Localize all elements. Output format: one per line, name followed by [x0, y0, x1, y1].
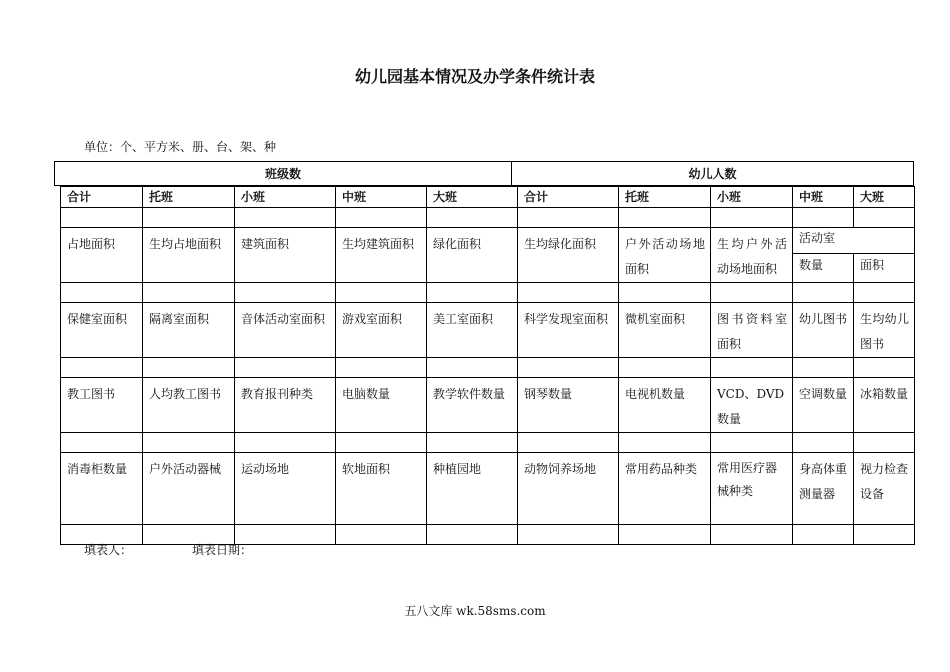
input-cell[interactable] [235, 358, 336, 378]
table-cell: 大班 [854, 187, 915, 208]
input-cell[interactable] [793, 525, 854, 545]
form-footer [84, 541, 312, 558]
input-cell[interactable] [518, 358, 619, 378]
table-row [61, 433, 915, 453]
input-cell[interactable] [427, 525, 518, 545]
table-row [61, 187, 915, 208]
table-cell: 建筑面积 [235, 228, 336, 283]
input-cell[interactable] [235, 433, 336, 453]
input-cell[interactable] [793, 358, 854, 378]
table-cell: 占地面积 [61, 228, 143, 283]
table-cell: 隔离室面积 [143, 303, 235, 358]
table-cell: 电视机数量 [619, 378, 711, 433]
table-cell: 美工室面积 [427, 303, 518, 358]
table-cell: 生均幼儿图书 [854, 303, 915, 358]
table-cell: 保健室面积 [61, 303, 143, 358]
table-cell: 生均占地面积 [143, 228, 235, 283]
input-cell[interactable] [619, 433, 711, 453]
input-cell[interactable] [854, 283, 915, 303]
input-cell[interactable] [336, 433, 427, 453]
table-cell: 数量 [793, 254, 854, 283]
table-cell: 运动场地 [235, 453, 336, 525]
table-cell: 教学软件数量 [427, 378, 518, 433]
table-row [61, 283, 915, 303]
table-row [61, 358, 915, 378]
table-cell: 冰箱数量 [854, 378, 915, 433]
table-cell: 绿化面积 [427, 228, 518, 283]
table-cell: 合计 [518, 187, 619, 208]
table-cell: 游戏室面积 [336, 303, 427, 358]
table-cell: 户外活动场地面积 [619, 228, 711, 283]
input-cell[interactable] [61, 358, 143, 378]
input-cell[interactable] [711, 525, 793, 545]
input-cell[interactable] [427, 283, 518, 303]
input-cell[interactable] [143, 283, 235, 303]
input-cell[interactable] [427, 358, 518, 378]
header-table [54, 161, 914, 186]
input-cell[interactable] [854, 358, 915, 378]
unit-note: 单位：个、平方米、册、台、架、种 [84, 140, 277, 154]
table-cell: VCD、DVD数量 [711, 378, 793, 433]
table-cell: 幼儿图书 [793, 303, 854, 358]
input-cell[interactable] [336, 283, 427, 303]
input-cell[interactable] [711, 433, 793, 453]
input-cell[interactable] [793, 283, 854, 303]
input-cell[interactable] [336, 208, 427, 228]
input-cell[interactable] [711, 208, 793, 228]
watermark: 五八文库 wk.58sms.com [404, 604, 546, 618]
table-cell: 人均教工图书 [143, 378, 235, 433]
header-children: 幼儿人数 [512, 162, 914, 186]
input-cell[interactable] [619, 358, 711, 378]
table-cell: 音体活动室面积 [235, 303, 336, 358]
table-cell: 常用医疗器械种类 [711, 453, 793, 525]
input-cell[interactable] [619, 525, 711, 545]
table-cell: 图书资料室面积 [711, 303, 793, 358]
table-cell: 身高体重测量器 [793, 453, 854, 525]
table-row [61, 378, 915, 433]
page-title: 幼儿园基本情况及办学条件统计表 [354, 67, 595, 86]
input-cell[interactable] [235, 283, 336, 303]
input-cell[interactable] [61, 433, 143, 453]
input-cell[interactable] [854, 208, 915, 228]
table-cell: 科学发现室面积 [518, 303, 619, 358]
table-cell: 教育报刊种类 [235, 378, 336, 433]
input-cell[interactable] [336, 358, 427, 378]
input-cell[interactable] [711, 283, 793, 303]
table-cell: 教工图书 [61, 378, 143, 433]
input-cell[interactable] [854, 433, 915, 453]
input-cell[interactable] [518, 525, 619, 545]
input-cell[interactable] [793, 433, 854, 453]
table-cell: 中班 [336, 187, 427, 208]
input-cell[interactable] [61, 283, 143, 303]
table-cell: 中班 [793, 187, 854, 208]
table-cell: 生均建筑面积 [336, 228, 427, 283]
input-cell[interactable] [143, 208, 235, 228]
input-cell[interactable] [711, 358, 793, 378]
input-cell[interactable] [143, 433, 235, 453]
stats-table [60, 186, 915, 545]
header-classes: 班级数 [55, 162, 512, 186]
table-cell: 微机室面积 [619, 303, 711, 358]
table-cell: 托班 [143, 187, 235, 208]
table-cell: 动物饲养场地 [518, 453, 619, 525]
table-cell: 生均绿化面积 [518, 228, 619, 283]
table-cell: 空调数量 [793, 378, 854, 433]
table-cell: 消毒柜数量 [61, 453, 143, 525]
table-cell: 生均户外活动场地面积 [711, 228, 793, 283]
table-cell: 电脑数量 [336, 378, 427, 433]
table-cell: 软地面积 [336, 453, 427, 525]
table-cell: 视力检查设备 [854, 453, 915, 525]
table-cell: 托班 [619, 187, 711, 208]
table-cell: 小班 [235, 187, 336, 208]
date-label: 填表日期： [192, 543, 253, 557]
input-cell[interactable] [427, 433, 518, 453]
input-cell[interactable] [518, 433, 619, 453]
table-cell: 面积 [854, 254, 915, 283]
input-cell[interactable] [619, 283, 711, 303]
input-cell[interactable] [336, 525, 427, 545]
input-cell[interactable] [427, 208, 518, 228]
input-cell[interactable] [235, 208, 336, 228]
input-cell[interactable] [518, 283, 619, 303]
table-cell: 种植园地 [427, 453, 518, 525]
table-cell: 常用药品种类 [619, 453, 711, 525]
input-cell[interactable] [143, 358, 235, 378]
table-row [61, 453, 915, 525]
input-cell[interactable] [518, 208, 619, 228]
table-row [61, 208, 915, 228]
input-cell[interactable] [61, 208, 143, 228]
table-cell: 合计 [61, 187, 143, 208]
input-cell[interactable] [793, 208, 854, 228]
table-cell: 活动室 [793, 228, 915, 254]
input-cell[interactable] [854, 525, 915, 545]
table-cell: 小班 [711, 187, 793, 208]
table-row [61, 228, 915, 254]
table-row [61, 303, 915, 358]
input-cell[interactable] [619, 208, 711, 228]
table-cell: 户外活动器械 [143, 453, 235, 525]
table-cell: 大班 [427, 187, 518, 208]
filler-label: 填表人： [84, 543, 133, 557]
table-cell: 钢琴数量 [518, 378, 619, 433]
